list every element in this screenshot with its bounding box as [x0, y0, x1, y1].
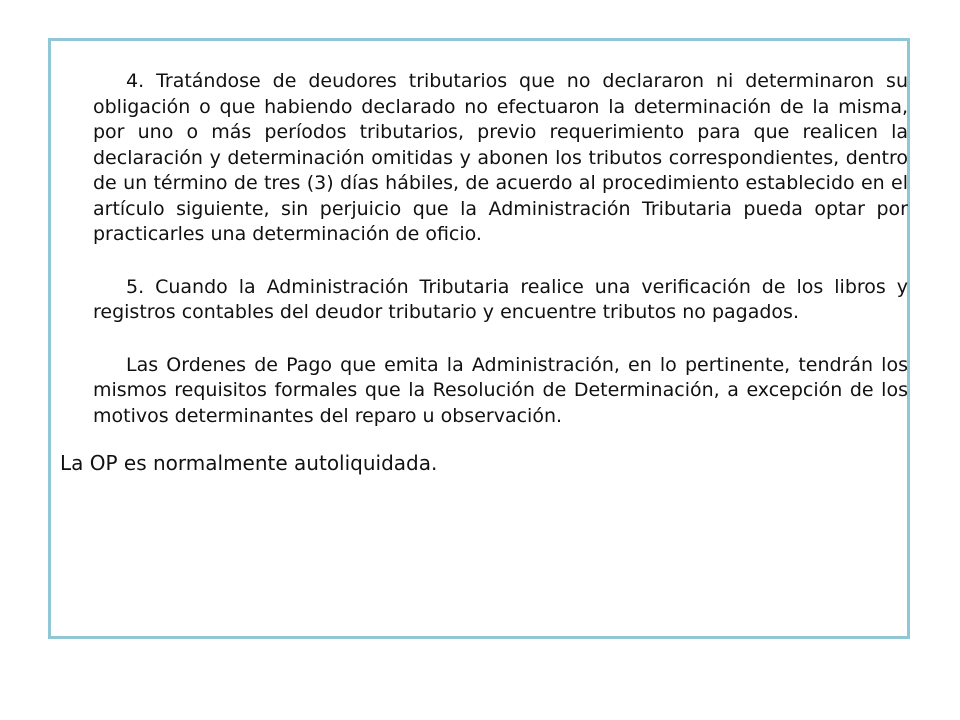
paragraph-ordenes-de-pago: Las Ordenes de Pago que emita la Administración, en lo pertinente, tendrán los mismos requisitos formales que la Resolución de Determinación, a excepción de los motivos determinantes del reparo u observación. — [93, 353, 908, 427]
paragraph-item-5: 5. Cuando la Administración Tributaria realice una verificación de los libros y registros contables del deudor tributario y encuentre tributos no pagados. — [93, 275, 908, 323]
document-body — [60, 55, 908, 477]
paragraph-conclusion: La OP es normalmente autoliquidada. — [60, 451, 438, 475]
paragraph-item-4: 4. Tratándose de deudores tributarios que no declararon ni determinaron su obligación o que habiendo declarado no efectuaron la determinación de la misma, por uno o más períodos tributarios, previo requerimiento para que realicen la declaración y determinación omitidas y abonen los tributos correspondientes, dentro de un término de tres (3) días hábiles, de acuerdo al procedimiento establecido en el artículo siguiente, sin perjuicio que la Administración Tributaria pueda optar por practicarles una determinación de oficio. — [93, 70, 908, 245]
